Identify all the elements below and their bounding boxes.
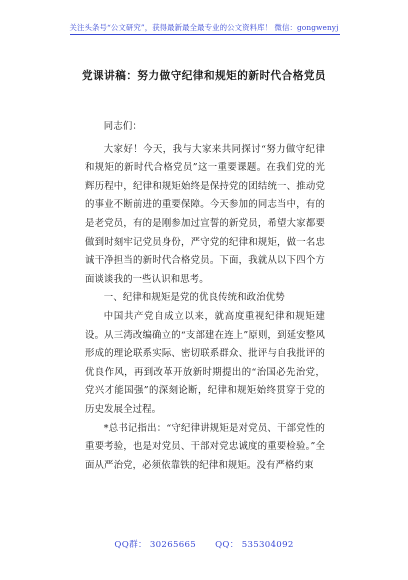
- paragraph-quote: *总书记指出：“守纪律讲规矩是对党员、干部党性的重要考验，也是对党员、干部对党忠诚度的重要检验。”全面从严治党，必须依靠铁的纪律和规矩。没有严格约束: [85, 422, 325, 471]
- document-body: [85, 118, 325, 475]
- header-divider: [70, 34, 340, 35]
- document-title: 党课讲稿：努力做守纪律和规矩的新时代合格党员: [81, 70, 327, 82]
- header-banner: 关注头条号“公文研究”，获得最新最全最专业的公文资料库！ 微信：gongwenyj: [69, 23, 339, 32]
- footer-qq: QQ： 535304092: [215, 540, 294, 550]
- section-heading-1: 一、纪律和规矩是党的优良传统和政治优势: [103, 292, 285, 304]
- paragraph-intro: 大家好！今天，我与大家来共同探讨“努力做守纪律和规矩的新时代合格党员”这一重要课题。在我们党的光辉历程中，纪律和规矩始终是保持党的团结统一、推动党的事业不断前进的重要保障。今天参加的同志当中，有的是老党员，有的是刚参加过宣誓的新党员，希望大家都要做到时刻牢记党员身份，严守党的纪律和规矩，做一名忠诚干净担当的新时代合格党员。下面，我就从以下四个方面谈谈我的一些认识和思考。: [85, 143, 325, 285]
- footer-contact: [0, 538, 408, 550]
- footer-qq-group: QQ群： 30265665: [114, 540, 197, 550]
- salutation: 同志们：: [103, 121, 142, 132]
- paragraph-history: 中国共产党自成立以来，就高度重视纪律和规矩建设。从三湾改编确立的“支部建在连上”原则，到延安整风形成的理论联系实际、密切联系群众、批评与自我批评的优良作风，再到改革开放新时期提出的“治国必先治党，党兴才能国强”的深刻论断，纪律和规矩始终贯穿于党的历史发展全过程。: [85, 310, 325, 415]
